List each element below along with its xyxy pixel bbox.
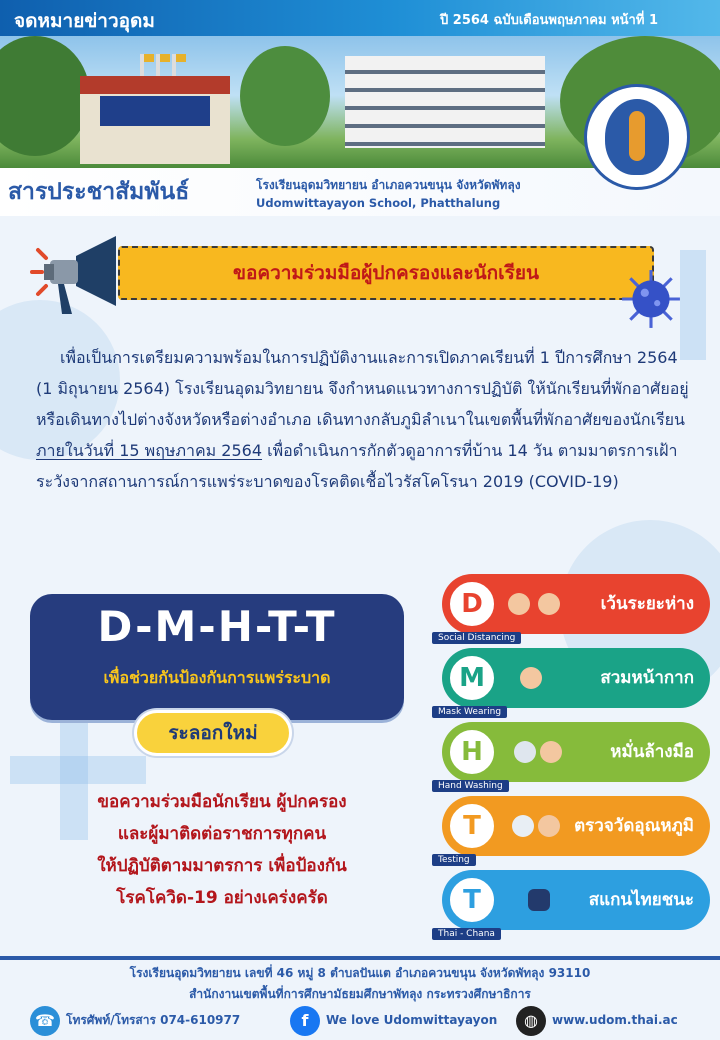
announcement-paragraph bbox=[36, 342, 696, 497]
website-text[interactable]: www.udom.thai.ac bbox=[552, 1013, 678, 1027]
phone-icon: ☎ bbox=[30, 1006, 60, 1036]
website-link[interactable] bbox=[516, 1004, 678, 1036]
dmhtt-title: D-M-H-T-T bbox=[97, 602, 337, 651]
megaphone-icon bbox=[28, 228, 128, 328]
appeal-line: ให้ปฏิบัติตามมาตรการ เพื่อป้องกัน bbox=[97, 856, 347, 876]
dmhtt-subtitle: เพื่อช่วยกันป้องกันการแพร่ระบาด bbox=[103, 668, 331, 687]
measure-label: สแกนไทยชนะ bbox=[588, 890, 694, 910]
globe-icon: ◍ bbox=[516, 1006, 546, 1036]
phone-scan-icon bbox=[528, 889, 550, 911]
header-bar bbox=[0, 0, 720, 36]
measure-handwash bbox=[438, 722, 710, 791]
appeal-line: โรคโควิด-19 อย่างเคร่งครัด bbox=[116, 888, 328, 908]
measure-letter: D bbox=[446, 578, 498, 630]
dmhtt-box bbox=[30, 594, 404, 720]
soap-icon bbox=[514, 741, 536, 763]
school-name-english: Udomwittayayon School, Phatthalung bbox=[256, 196, 501, 210]
measure-tag: Hand Washing bbox=[432, 780, 509, 792]
facebook-link[interactable] bbox=[290, 1004, 497, 1036]
measure-thaichana bbox=[438, 870, 710, 939]
measure-letter: T bbox=[446, 800, 498, 852]
school-building bbox=[345, 56, 545, 148]
newsletter-title: จดหมายข่าวอุดม bbox=[14, 10, 155, 32]
headline-banner: ขอความร่วมมือผู้ปกครองและนักเรียน bbox=[118, 246, 654, 300]
person-icon bbox=[538, 593, 560, 615]
phone-contact bbox=[30, 1004, 240, 1036]
phone-text: โทรศัพท์/โทรสาร 074-610977 bbox=[66, 1013, 241, 1027]
appeal-text bbox=[34, 786, 410, 914]
thermometer-icon bbox=[512, 815, 534, 837]
paragraph-text: เพื่อดำเนินการกักตัวดูอาการที่บ้าน 14 วัน ตามมาตรการเฝ้าระวังจากสถานการณ์การแพร่ระบาดของโรคติดเชื้อไวรัสโคโรนา 2019 (COVID-19) bbox=[36, 441, 678, 491]
measure-label: เว้นระยะห่าง bbox=[600, 594, 694, 614]
person-icon bbox=[508, 593, 530, 615]
hands-icon bbox=[540, 741, 562, 763]
virus-icon bbox=[620, 268, 682, 330]
facebook-icon: f bbox=[290, 1006, 320, 1036]
measure-label: หมั่นล้างมือ bbox=[610, 742, 694, 762]
school-name-thai: โรงเรียนอุดมวิทยายน อำเภอควนขนุน จังหวัดพัทลุง bbox=[256, 178, 521, 192]
measure-label: สวมหน้ากาก bbox=[600, 668, 694, 688]
school-sign bbox=[100, 96, 210, 126]
mask-person-icon bbox=[520, 667, 542, 689]
measure-tag: Thai - Chana bbox=[432, 928, 501, 940]
measure-letter: T bbox=[446, 874, 498, 926]
new-wave-badge: ระลอกใหม่ bbox=[134, 710, 292, 756]
measure-tag: Mask Wearing bbox=[432, 706, 507, 718]
deadline-date: ภายในวันที่ 15 พฤษภาคม 2564 bbox=[36, 441, 263, 460]
measure-tag: Social Distancing bbox=[432, 632, 521, 644]
measure-mask bbox=[438, 648, 710, 717]
measure-tag: Testing bbox=[432, 854, 476, 866]
school-address: โรงเรียนอุดมวิทยายน เลขที่ 46 หมู่ 8 ตำบลปันแต อำเภอควนขนุน จังหวัดพัทลุง 93110 bbox=[129, 966, 591, 980]
appeal-line: และผู้มาติดต่อราชการทุกคน bbox=[117, 824, 327, 844]
footer-divider bbox=[0, 956, 720, 960]
facebook-text[interactable]: We love Udomwittayayon bbox=[326, 1013, 498, 1027]
measure-letter: M bbox=[446, 652, 498, 704]
measure-temperature bbox=[438, 796, 710, 865]
appeal-line: ขอความร่วมมือนักเรียน ผู้ปกครอง bbox=[97, 792, 347, 812]
education-office: สำนักงานเขตพื้นที่การศึกษามัธยมศึกษาพัทลุง กระทรวงศึกษาธิการ bbox=[189, 987, 531, 1001]
paragraph-text: เพื่อเป็นการเตรียมความพร้อมในการปฏิบัติงานและการเปิดภาคเรียนที่ 1 ปีการศึกษา 2564 (1 มิถุนายน 2564) โรงเรียนอุดมวิทยายน จึงกำหนดแนวทางการปฏิบัติ ให้นักเรียนที่พักอาศัยอยู่หรือเดินทางไปต่างจังหวัดหรือต่างอำเภอ เดินทางกลับภูมิลำเนาในเขตพื้นที่พักอาศัยของนักเรียน bbox=[36, 348, 689, 429]
school-seal-icon bbox=[584, 84, 690, 190]
measure-label: ตรวจวัดอุณหภูมิ bbox=[574, 816, 694, 836]
pr-title: สารประชาสัมพันธ์ bbox=[8, 179, 190, 205]
measure-letter: H bbox=[446, 726, 498, 778]
measure-distancing bbox=[438, 574, 710, 643]
issue-info: ปี 2564 ฉบับเดือนพฤษภาคม หน้าที่ 1 bbox=[440, 13, 658, 28]
person-icon bbox=[538, 815, 560, 837]
cross-deco bbox=[10, 756, 146, 784]
